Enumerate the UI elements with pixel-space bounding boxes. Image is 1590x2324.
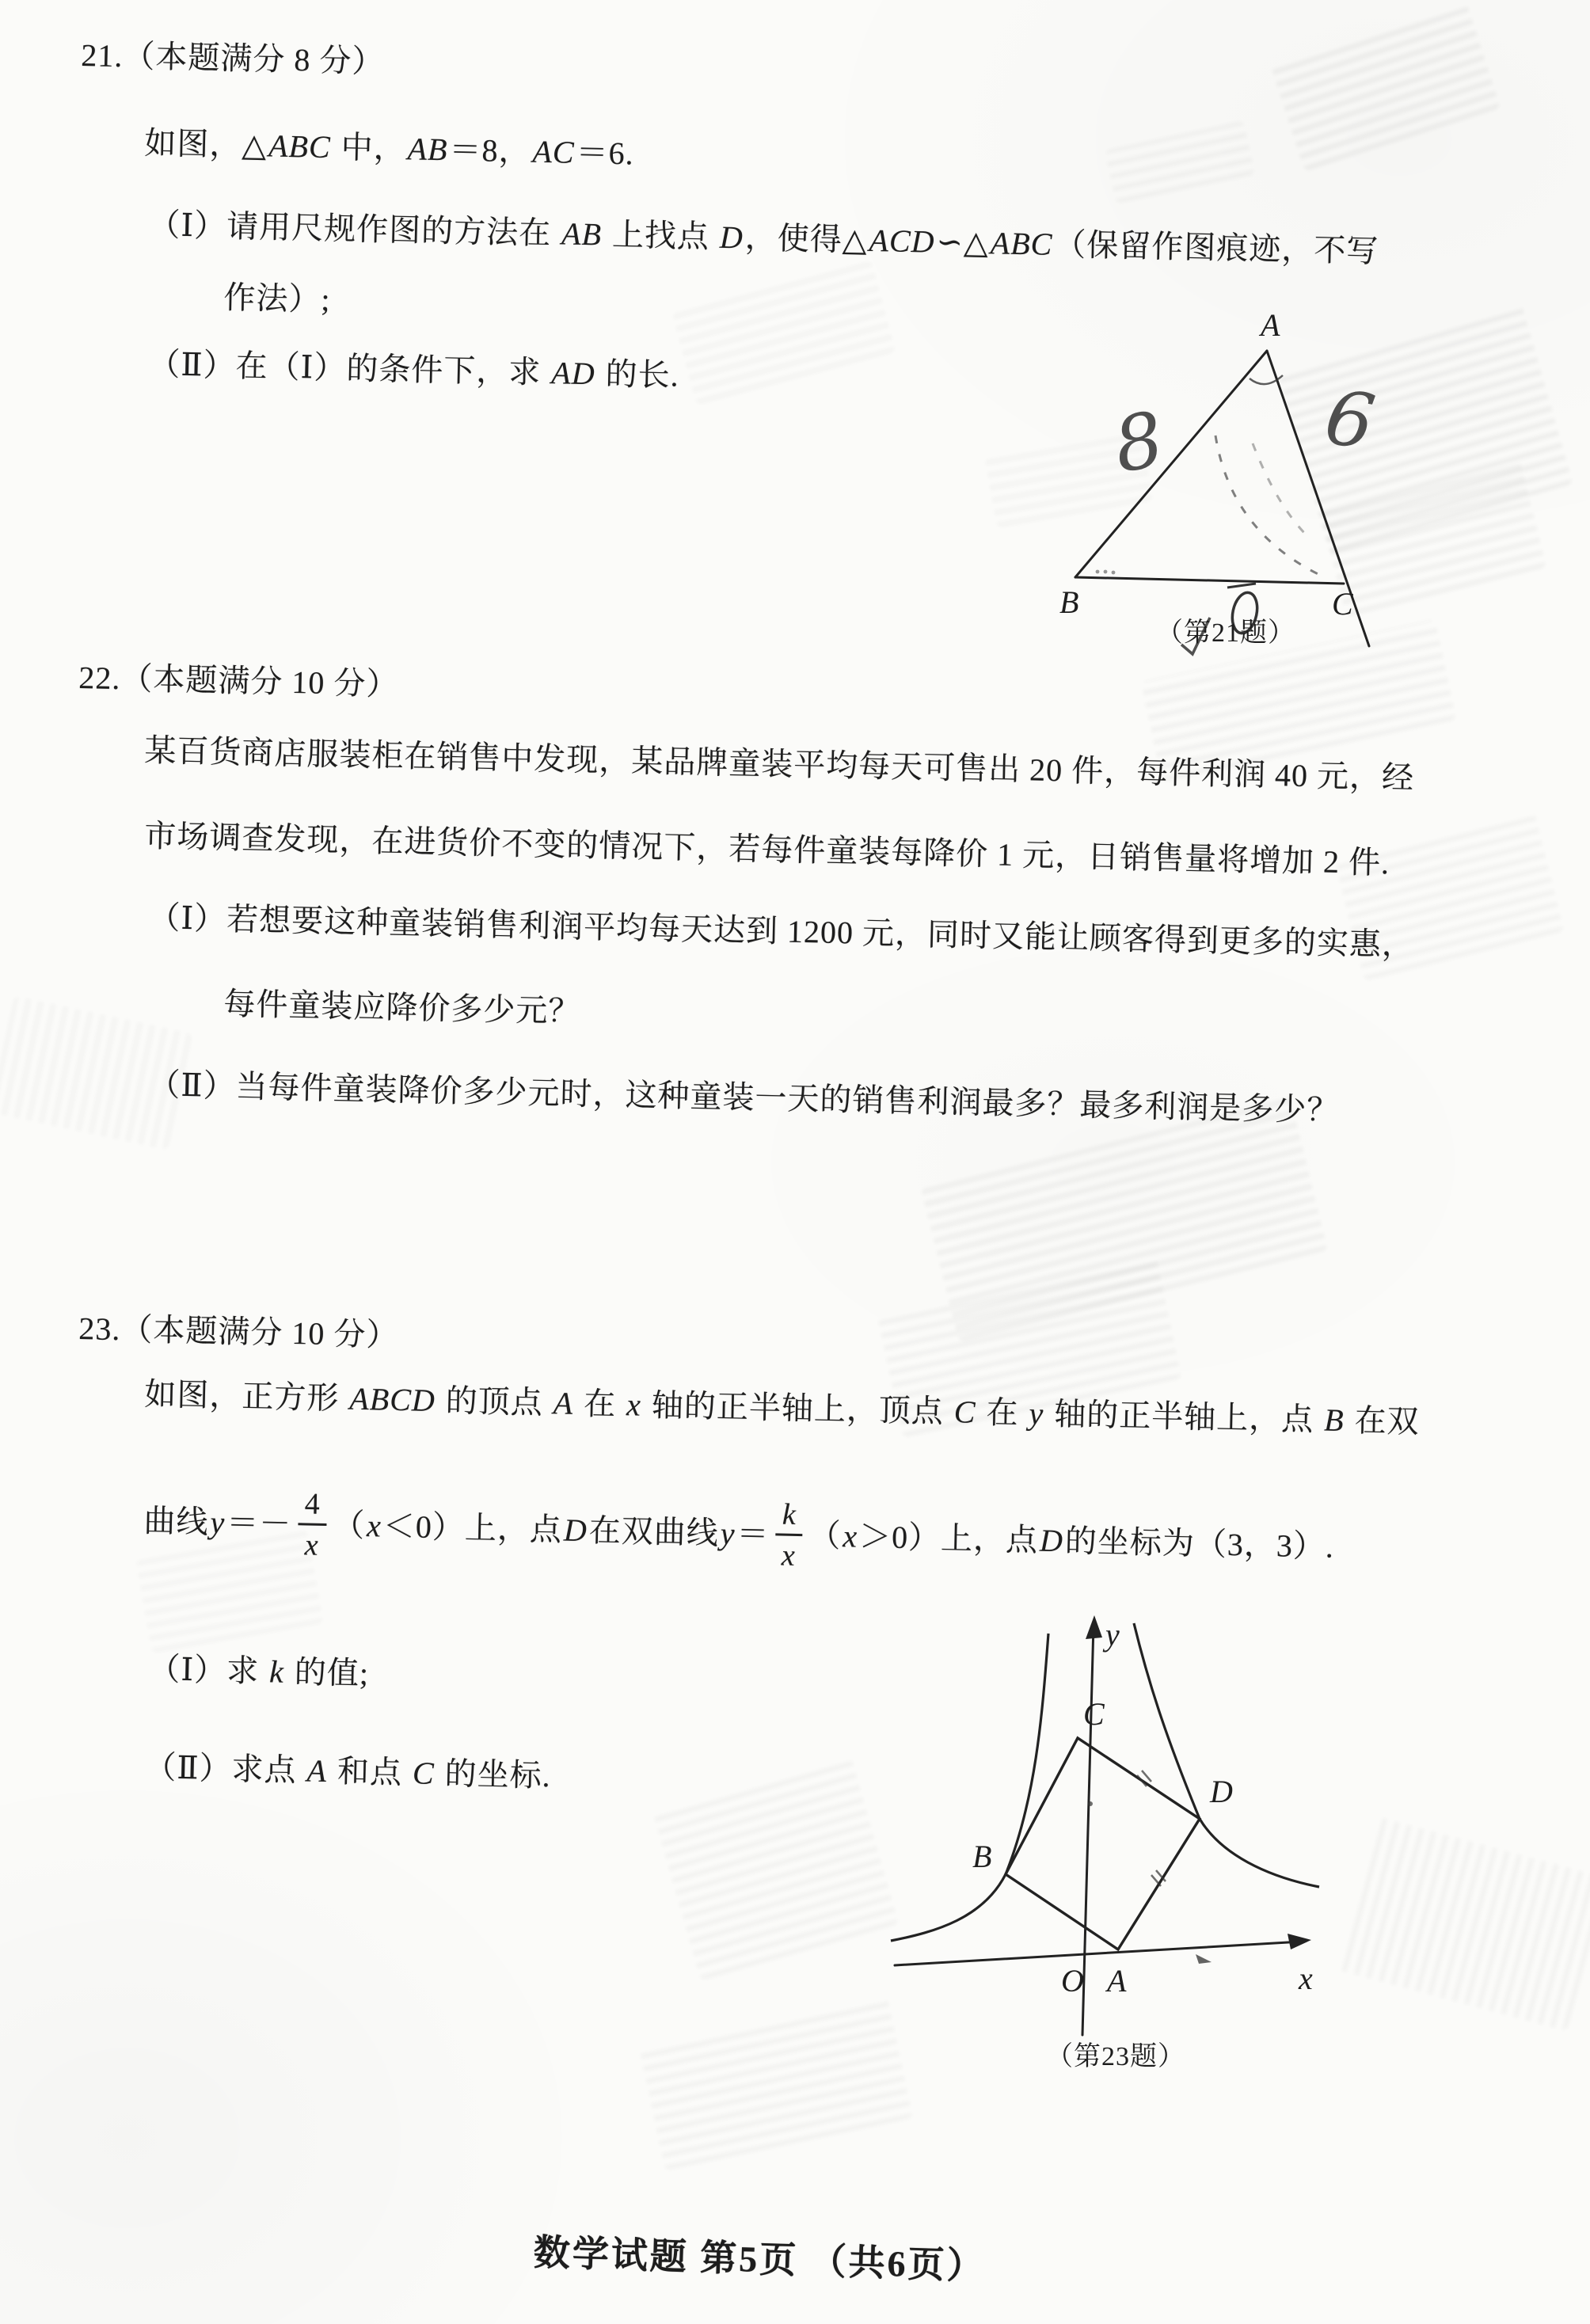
text-run: 在双 (1345, 1402, 1421, 1440)
text-run: 每件童装应降价多少元？ (223, 985, 581, 1029)
math-var: A (553, 1385, 574, 1421)
text-run: 轴的正半轴上，顶点 (642, 1386, 953, 1430)
text-run: 的长. (596, 356, 680, 394)
q22-body-line1 (144, 730, 1415, 799)
q21-item2 (148, 344, 679, 397)
text-run: 作法）; (223, 279, 332, 318)
figure-caption: （第21题） (1156, 618, 1295, 648)
side-bc (1075, 577, 1344, 584)
text-run: ＞0）上，点 (858, 1518, 1039, 1558)
q23-item1 (148, 1649, 370, 1695)
math-var: x (366, 1508, 382, 1544)
text-run: ＝－ (226, 1504, 292, 1542)
point-mark-on-y-axis (1088, 1801, 1093, 1806)
text-run: 22.（本题满分 10 分） (78, 659, 399, 702)
math-var: C (412, 1755, 436, 1791)
bleed-through-artifact (921, 1097, 1328, 1342)
q22-item2 (148, 1064, 1340, 1132)
text-run: ＝ (736, 1516, 770, 1553)
text-run: 如图，正方形 (143, 1375, 348, 1417)
axis-label-y: y (1105, 1617, 1120, 1653)
text-run: 某百货商店服装柜在销售中发现，某品牌童装平均每天可售出 20 件，每件利润 40 元，经 (143, 732, 1415, 796)
figure-caption: （第23题） (1046, 2042, 1185, 2071)
fraction-denominator: x (781, 1539, 797, 1573)
text-run: （Ⅱ）在（Ⅰ）的条件下，求 (147, 345, 550, 391)
origin-label-o: O (1061, 1963, 1084, 1999)
bleed-through-artifact (1105, 120, 1256, 204)
q22-item1-line1 (148, 897, 1415, 966)
q23-line1 (144, 1374, 1420, 1443)
bleed-through-artifact (1271, 2, 1501, 171)
math-var: B (1323, 1402, 1345, 1439)
text-run: （Ⅰ）请用尺规作图的方法在 (147, 206, 561, 252)
math-var: x (626, 1386, 642, 1423)
vertex-label-d: D (1210, 1774, 1233, 1809)
math-var: ACD (869, 222, 936, 260)
text-run: 的顶点 (436, 1383, 553, 1421)
q22-header (78, 657, 399, 706)
text-run: ＝6. (576, 134, 635, 172)
handwritten-length-6: 6 (1319, 373, 1381, 467)
vertex-label-b: B (972, 1839, 992, 1874)
text-run: ∽△ (936, 223, 990, 261)
vertex-label-a: A (1261, 307, 1280, 343)
bleed-through-artifact (672, 260, 896, 405)
text-run: 21.（本题满分 8 分） (80, 36, 385, 80)
vertex-label-c: C (1083, 1696, 1105, 1732)
fraction-4-over-x (297, 1489, 327, 1561)
fraction-numerator: 4 (304, 1487, 321, 1521)
math-var: C (953, 1394, 977, 1430)
text-run: （Ⅱ）当每件童装降价多少元时，这种童装一天的销售利润最多？最多利润是多少？ (147, 1066, 1340, 1128)
y-axis (1082, 1625, 1094, 2035)
math-var: D (1039, 1522, 1064, 1559)
math-var: AC (532, 133, 576, 170)
text-run: （保留作图痕迹，不写 (1053, 226, 1379, 269)
math-var: AB (407, 131, 449, 168)
text-run: 的坐标为（3，3）. (1064, 1523, 1335, 1565)
math-var: y (720, 1515, 736, 1552)
triangle-outline (1075, 351, 1369, 646)
text-run: 在双曲线 (588, 1512, 720, 1551)
text-run: 的坐标. (436, 1755, 552, 1794)
q23-line2-equation (143, 1466, 1335, 1602)
text-run: ，使得△ (744, 219, 869, 258)
q23-figure-hyperbola-square (871, 1592, 1362, 2082)
q21-intro (144, 123, 634, 174)
text-run: 和点 (328, 1753, 412, 1791)
dotted-marks-near-b (1096, 570, 1116, 575)
math-var: ABCD (348, 1380, 436, 1419)
text-run: 23.（本题满分 10 分） (78, 1310, 399, 1353)
math-var: y (209, 1504, 226, 1541)
fraction-numerator: k (782, 1497, 797, 1531)
q23-header (78, 1308, 399, 1356)
axis-tick-mark (1196, 1954, 1212, 1964)
text-run: （Ⅰ）求 (147, 1650, 268, 1690)
text-run: （Ⅱ）求点 (143, 1748, 306, 1789)
text-run: 中， (332, 129, 407, 167)
bleed-through-artifact (653, 1756, 900, 1980)
q21-header (81, 35, 385, 82)
axis-label-x: x (1299, 1961, 1313, 1996)
x-axis (895, 1942, 1302, 1965)
hyperbola-left-branch (891, 1634, 1048, 1941)
side-ab (1075, 351, 1267, 577)
bleed-through-artifact (1337, 1817, 1590, 2032)
text-run: （Ⅰ）若想要这种童装销售利润平均每天达到 1200 元，同时又能让顾客得到更多的实惠， (147, 899, 1415, 963)
math-var: D (719, 219, 744, 256)
math-var: ABC (268, 127, 332, 165)
vertex-label-a: A (1107, 1963, 1127, 1999)
text-run: 上找点 (603, 216, 719, 255)
q21-figure-triangle (1014, 293, 1394, 665)
q21-item1-line1 (148, 204, 1379, 272)
math-var: y (1029, 1395, 1044, 1432)
q21-item1-line2 (223, 277, 331, 321)
math-var: k (268, 1653, 285, 1690)
vertex-label-c: C (1332, 586, 1353, 622)
text-run: （ (808, 1517, 842, 1554)
handwritten-construction-arcs (1215, 436, 1326, 578)
fraction-denominator: x (304, 1528, 320, 1562)
fraction-k-over-x (775, 1499, 804, 1571)
q22-item1-line2 (223, 983, 581, 1033)
text-run: 曲线 (143, 1502, 209, 1540)
q22-body-line2 (144, 816, 1390, 884)
text-run: 市场调查发现，在进货价不变的情况下，若每件童装每降价 1 元，日销售量将增加 2 件. (143, 817, 1390, 881)
q23-item2 (144, 1747, 551, 1797)
text-run: ＜0）上，点 (382, 1508, 563, 1548)
page-footer (533, 2223, 987, 2290)
text-run: （ (332, 1507, 366, 1544)
text-run: 在 (574, 1385, 626, 1423)
math-var: D (563, 1512, 588, 1549)
vertex-label-b: B (1059, 584, 1079, 620)
text-run: 在 (977, 1394, 1028, 1432)
math-var: x (842, 1518, 858, 1554)
footer-text: 数学试题 第5页 （共6页） (533, 2231, 987, 2287)
math-var: ABC (990, 225, 1053, 262)
text-run: 轴的正半轴上，点 (1044, 1395, 1323, 1438)
handwritten-length-8: 8 (1107, 396, 1170, 490)
text-run: ＝8， (449, 131, 532, 169)
y-axis-arrowhead (1086, 1615, 1102, 1639)
x-axis-arrowhead (1288, 1934, 1311, 1949)
text-run: 如图，△ (143, 124, 268, 164)
math-var: AB (561, 215, 603, 253)
text-run: 的值; (285, 1653, 370, 1692)
math-var: AD (550, 355, 596, 392)
hyperbola-right-branch (1134, 1623, 1319, 1887)
math-var: A (306, 1752, 328, 1790)
